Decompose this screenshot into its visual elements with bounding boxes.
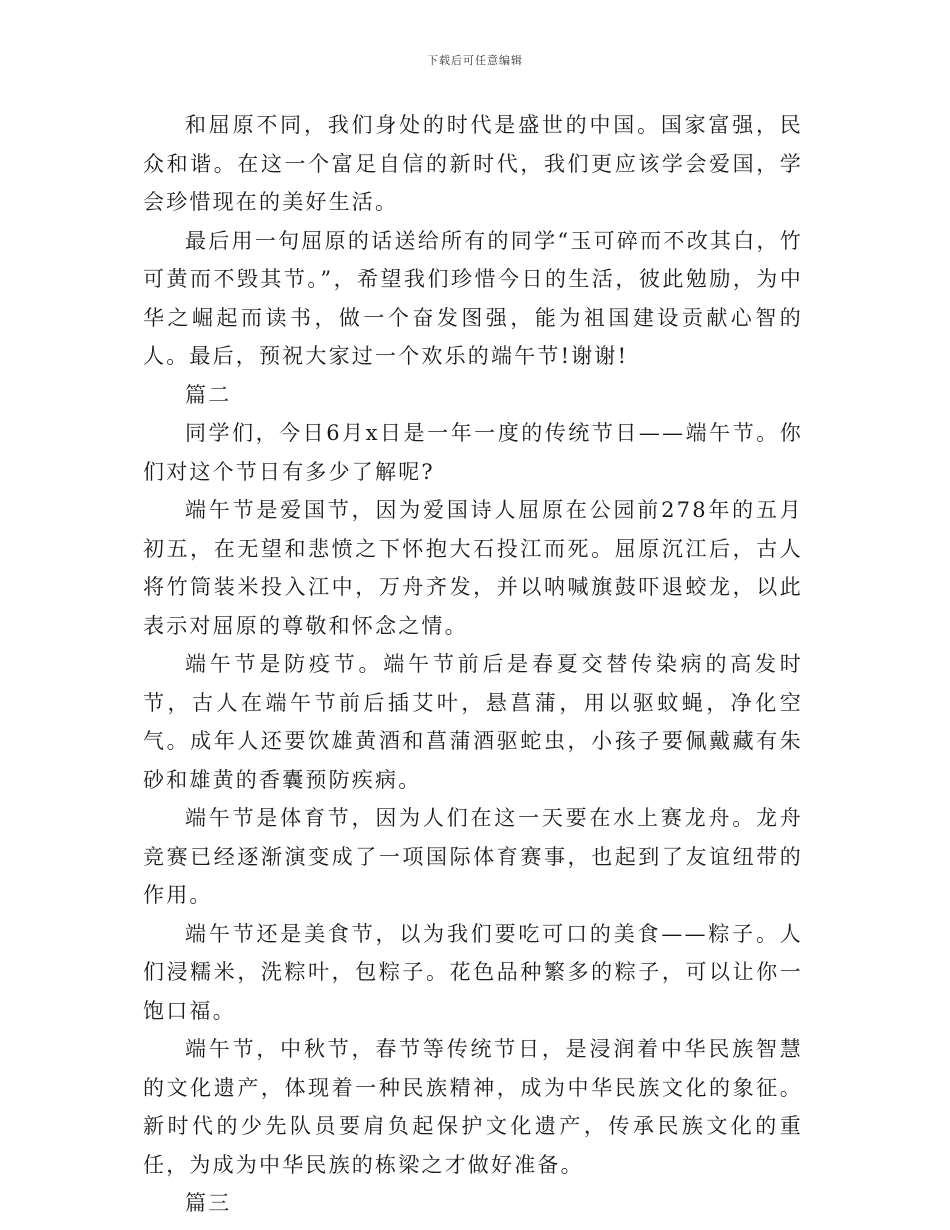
paragraph-sports-festival: 端午节是体育节，因为人们在这一天要在水上赛龙舟。龙舟竞赛已经逐渐演变成了一项国际体育赛事，也起到了友谊纽带的作用。 — [143, 806, 803, 907]
paragraph-intro-question: 同学们，今日6月x日是一年一度的传统节日——端午节。你们对这个节日有多少了解呢? — [143, 421, 803, 484]
section-heading-part-three: 篇三 — [185, 1191, 232, 1215]
paragraph-patriotic-festival: 端午节是爱国节，因为爱国诗人屈原在公园前278年的五月初五，在无望和悲愤之下怀抱大石投江而死。屈原沉江后，古人将竹筒装米投入江中，万舟齐发，并以呐喊旗鼓吓退蛟龙，以此表示对屈原的尊敬和怀念之情。 — [143, 498, 803, 638]
page-header-note: 下载后可任意编辑 — [427, 54, 523, 67]
section-heading-part-two: 篇二 — [185, 382, 232, 407]
paragraph-qu-yuan-era: 和屈原不同，我们身处的时代是盛世的中国。国家富强，民众和谐。在这一个富足自信的新时代，我们更应该学会爱国，学会珍惜现在的美好生活。 — [143, 113, 803, 214]
paragraph-closing-quote: 最后用一句屈原的话送给所有的同学“玉可碎而不改其白，竹可黄而不毁其节。”，希望我们珍惜今日的生活，彼此勉励，为中华之崛起而读书，做一个奋发图强，能为祖国建设贡献心智的人。最后，预祝大家过一个欢乐的端午节!谢谢! — [143, 228, 803, 368]
paragraph-cultural-heritage: 端午节，中秋节，春节等传统节日，是浸润着中华民族智慧的文化遗产，体现着一种民族精神，成为中华民族文化的象征。新时代的少先队员要肩负起保护文化遗产，传承民族文化的重任，为成为中华民族的栋梁之才做好准备。 — [143, 1037, 803, 1177]
paragraph-epidemic-prevention: 端午节是防疫节。端午节前后是春夏交替传染病的高发时节，古人在端午节前后插艾叶，悬菖蒲，用以驱蚊蝇，净化空气。成年人还要饮雄黄酒和菖蒲酒驱蛇虫，小孩子要佩戴藏有朱砂和雄黄的香囊预防疾病。 — [143, 652, 803, 792]
document-body — [143, 106, 803, 1223]
paragraph-food-festival: 端午节还是美食节，以为我们要吃可口的美食——粽子。人们浸糯米，洗粽叶，包粽子。花色品种繁多的粽子，可以让你一饱口福。 — [143, 921, 803, 1023]
